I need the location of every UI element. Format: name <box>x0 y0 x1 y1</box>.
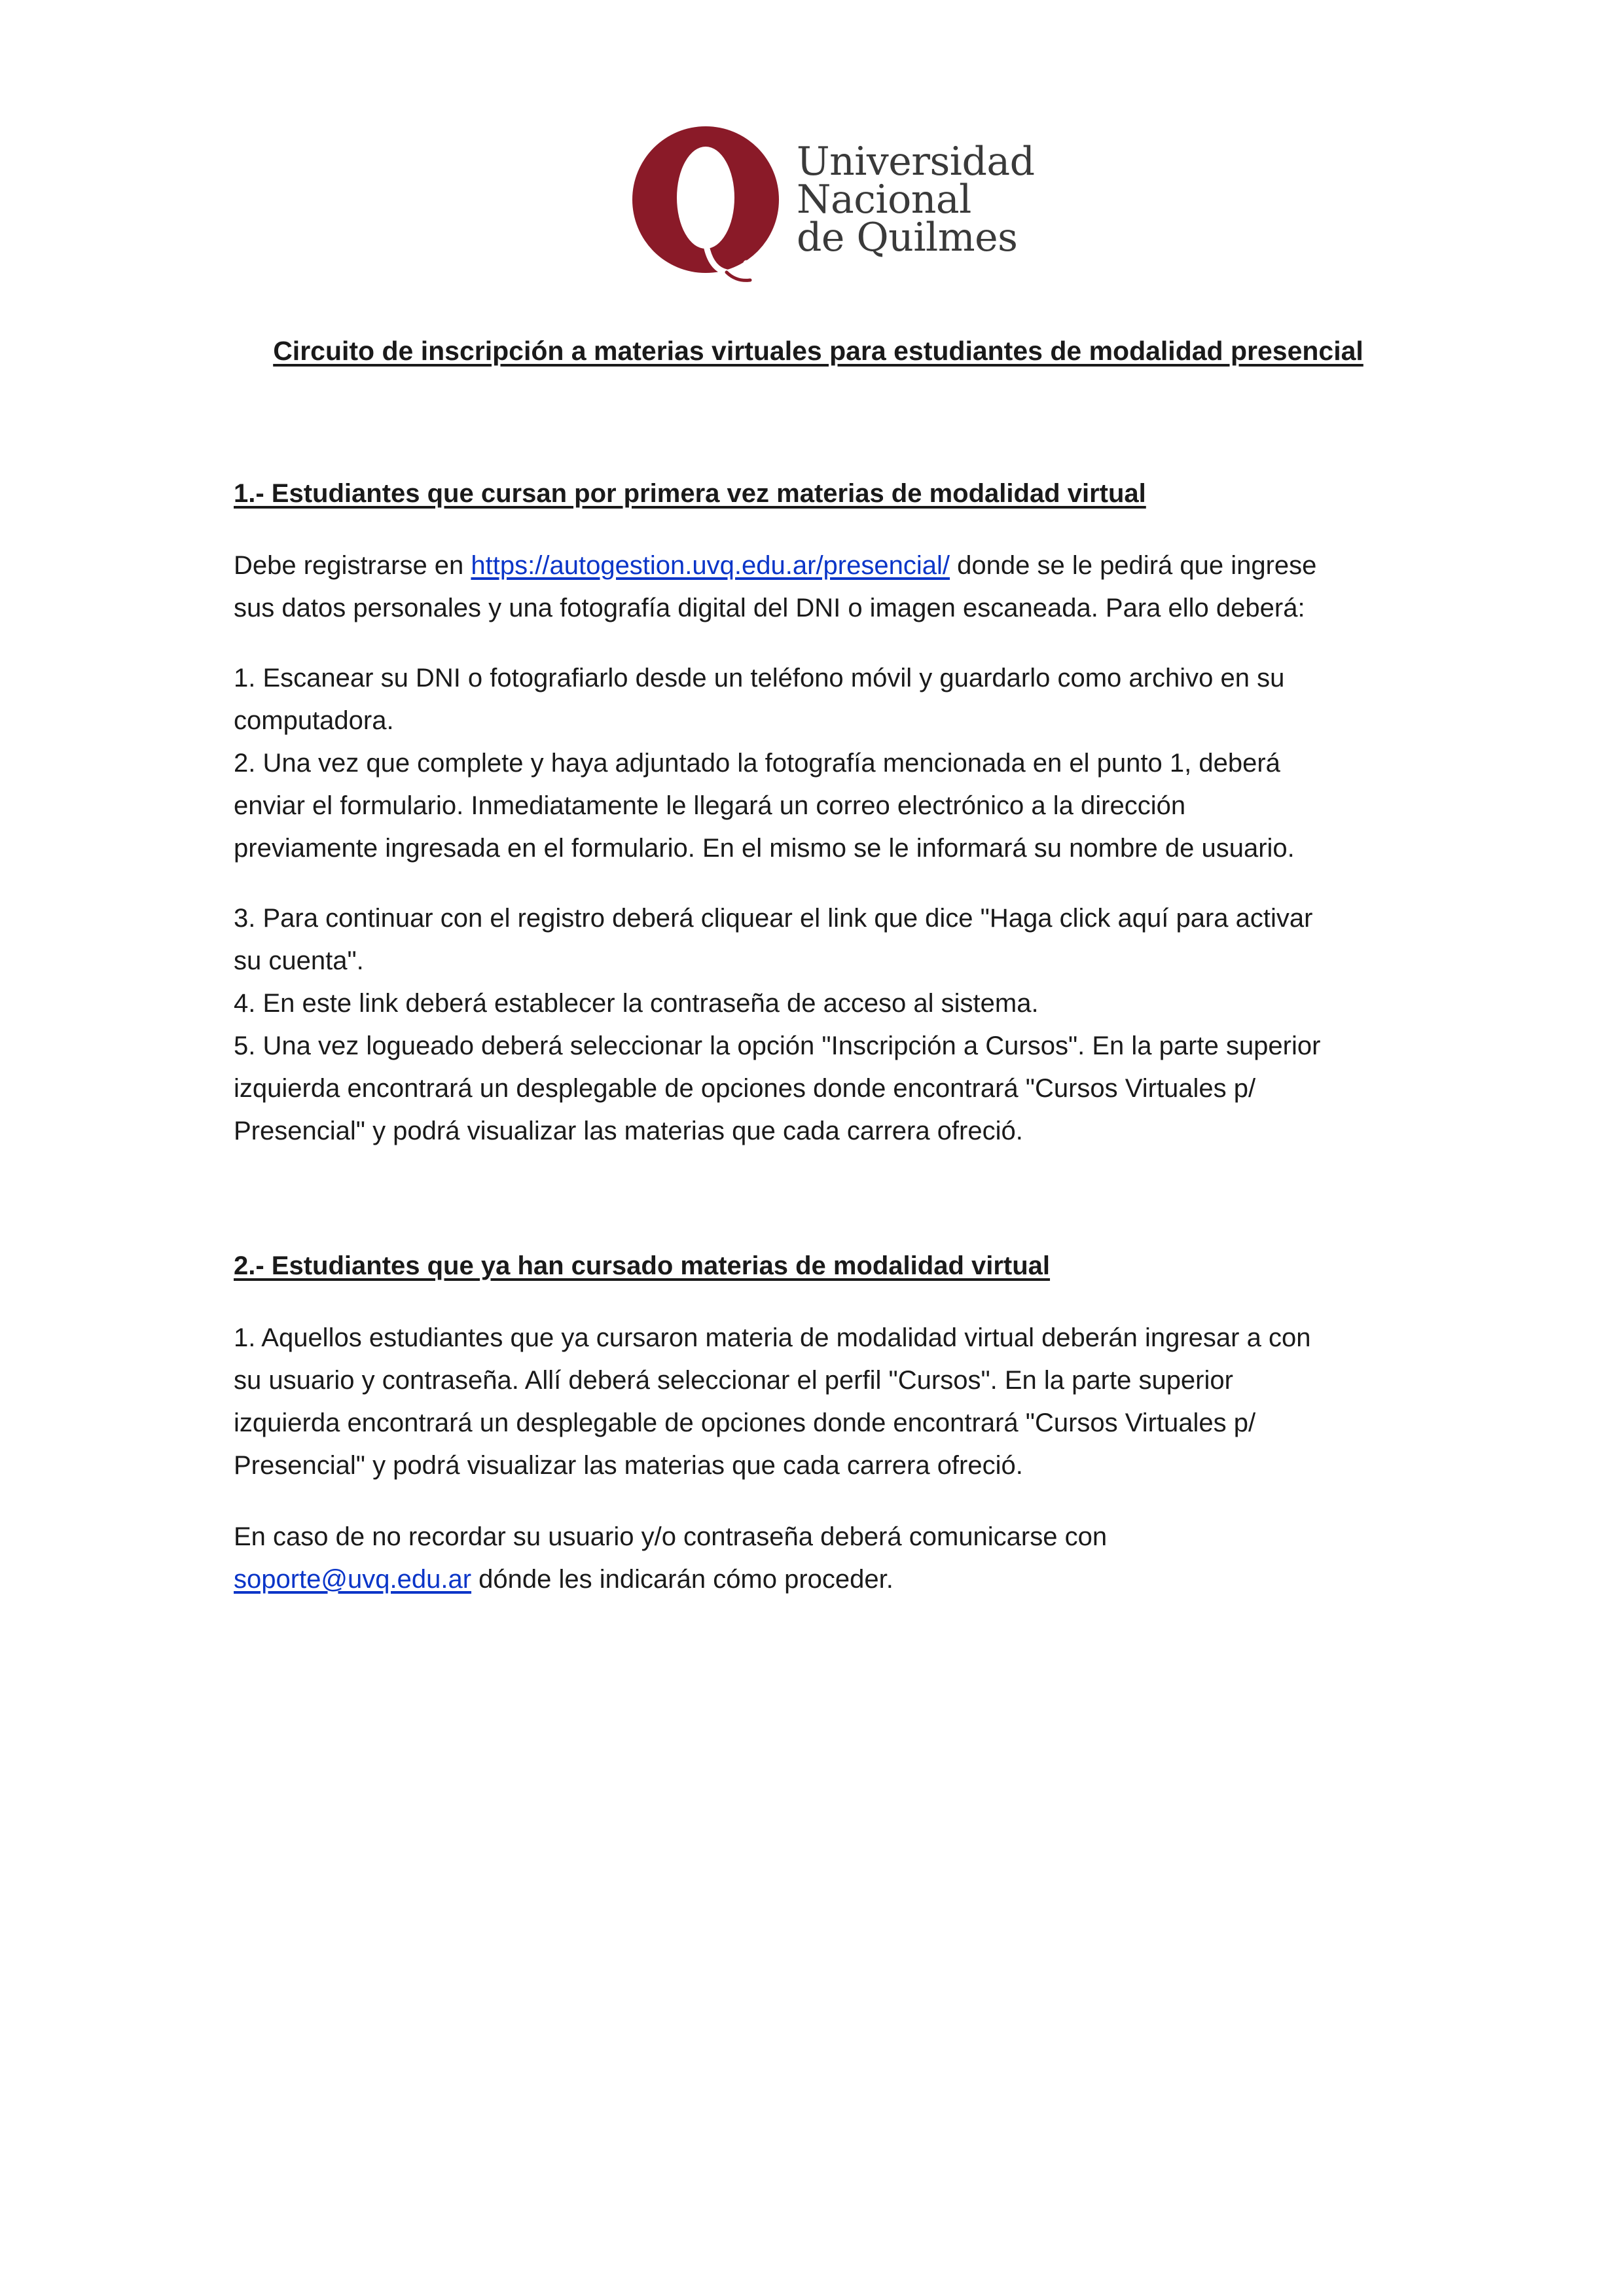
support-text-after: dónde les indicarán cómo proceder. <box>471 1565 893 1594</box>
support-paragraph <box>234 1516 1399 1601</box>
step-3-line-2: su cuenta". <box>234 946 364 975</box>
s2-step-1-line-1: 1. Aquellos estudiantes que ya cursaron materia de modalidad virtual deberán ingresar a con <box>234 1323 1311 1352</box>
step-2-line-2: enviar el formulario. Inmediatamente le llegará un correo electrónico a la dirección <box>234 791 1186 820</box>
logo-line-1: Universidad <box>797 139 1035 185</box>
section-1-steps-3-5 <box>234 897 1399 1153</box>
step-1-line-2: computadora. <box>234 706 394 735</box>
step-5-line-2: izquierda encontrará un desplegable de opciones donde encontrará "Cursos Virtuales p/ <box>234 1074 1256 1103</box>
logo-wordmark <box>797 139 1035 260</box>
step-5-line-3: Presencial" y podrá visualizar las materias que cada carrera ofreció. <box>234 1117 1023 1145</box>
section-1-intro <box>234 545 1399 630</box>
section-2-heading: 2.- Estudiantes que ya han cursado materias de modalidad virtual <box>234 1251 1051 1280</box>
support-line-1: En caso de no recordar su usuario y/o contraseña deberá comunicarse con <box>234 1522 1108 1551</box>
intro-text-after: donde se le pedirá que ingrese <box>950 551 1317 580</box>
section-2-step-1 <box>234 1317 1399 1487</box>
intro-line-2: sus datos personales y una fotografía digital del DNI o imagen escaneada. Para ello deberá: <box>234 594 1305 622</box>
intro-text-before: Debe registrarse en <box>234 551 471 580</box>
section-1-heading: 1.- Estudiantes que cursan por primera vez materias de modalidad virtual <box>234 479 1146 508</box>
document-title: Circuito de inscripción a materias virtuales para estudiantes de modalidad presencial <box>273 336 1363 366</box>
s2-step-1-line-4: Presencial" y podrá visualizar las materias que cada carrera ofreció. <box>234 1451 1023 1480</box>
logo-line-2: Nacional <box>797 177 971 223</box>
step-4: 4. En este link deberá establecer la contraseña de acceso al sistema. <box>234 989 1039 1018</box>
logo-line-3: de Quilmes <box>797 215 1018 260</box>
step-2-line-1: 2. Una vez que complete y haya adjuntado la fotografía mencionada en el punto 1, deberá <box>234 749 1280 778</box>
support-email-link[interactable]: soporte@uvq.edu.ar <box>234 1565 472 1594</box>
s2-step-1-line-2: su usuario y contraseña. Allí deberá seleccionar el perfil "Cursos". En la parte superior <box>234 1366 1233 1395</box>
step-1-line-1: 1. Escanear su DNI o fotografiarlo desde un teléfono móvil y guardarlo como archivo en su <box>234 664 1285 692</box>
support-line-2 <box>234 1558 1399 1601</box>
autogestion-link[interactable]: https://autogestion.uvq.edu.ar/presencial/ <box>471 551 950 580</box>
step-5-line-1: 5. Una vez logueado deberá seleccionar la opción "Inscripción a Cursos". En la parte superior <box>234 1031 1321 1060</box>
university-logo <box>628 124 1047 288</box>
step-3-line-1: 3. Para continuar con el registro deberá cliquear el link que dice "Haga click aquí para activar <box>234 904 1313 933</box>
s2-step-1-line-3: izquierda encontrará un desplegable de opciones donde encontrará "Cursos Virtuales p/ <box>234 1408 1256 1437</box>
step-2-line-3: previamente ingresada en el formulario. En el mismo se le informará su nombre de usuario. <box>234 834 1295 863</box>
section-1-steps-1-2 <box>234 657 1399 870</box>
intro-line-1 <box>234 545 1399 587</box>
q-emblem-icon <box>628 124 799 288</box>
